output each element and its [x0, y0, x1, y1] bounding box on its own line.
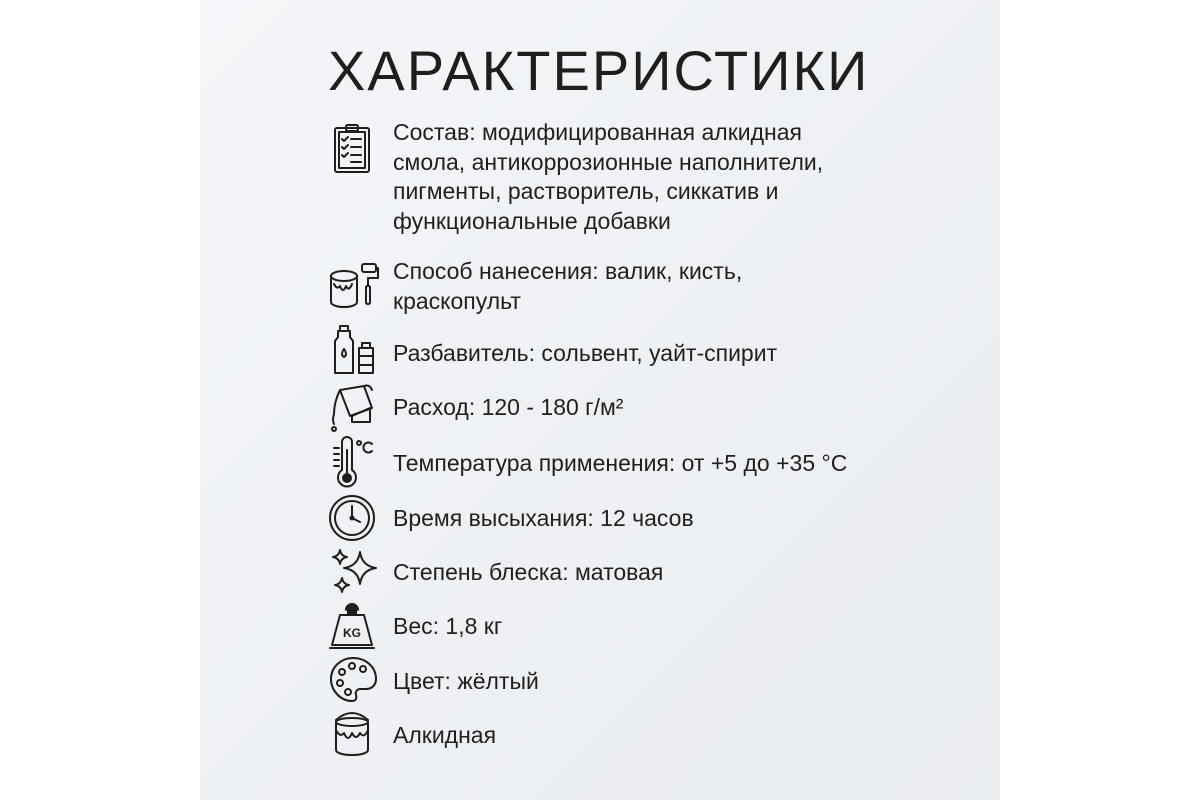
solvent-bottles-icon	[326, 323, 382, 379]
spec-text: Цвет: жёлтый	[393, 668, 539, 694]
spec-text: Расход: 120 - 180 г/м²	[393, 394, 624, 420]
thermometer-icon	[326, 436, 382, 492]
weight-kg-icon	[326, 598, 382, 654]
clock-icon	[326, 490, 382, 546]
spec-text: Алкидная	[393, 722, 497, 748]
characteristics-card	[200, 0, 1000, 800]
spec-text: Вес: 1,8 кг	[393, 613, 503, 639]
palette-icon	[326, 652, 382, 708]
paint-can-roller-icon	[326, 258, 382, 314]
spec-text: Состав: модифицированная алкидная смола, антикоррозионные наполнители, пигменты, растворитель, сиккатив и функциональные добавки	[393, 119, 824, 234]
page-title: ХАРАКТЕРИСТИКИ	[328, 39, 870, 102]
spec-text: Температура применения: от +5 до +35 °С	[393, 450, 848, 476]
clipboard-checklist-icon	[326, 122, 382, 178]
paint-bucket-pour-icon	[326, 380, 382, 436]
paint-can-icon	[326, 706, 382, 762]
svg-text:KG: KG	[343, 626, 361, 640]
spec-text: Способ нанесения: валик, кисть, краскопульт	[393, 258, 743, 314]
spec-text: Время высыхания: 12 часов	[393, 505, 694, 531]
spec-text: Разбавитель: сольвент, уайт-спирит	[393, 340, 778, 366]
spec-text: Степень блеска: матовая	[393, 559, 664, 585]
sparkle-icon	[326, 544, 382, 600]
